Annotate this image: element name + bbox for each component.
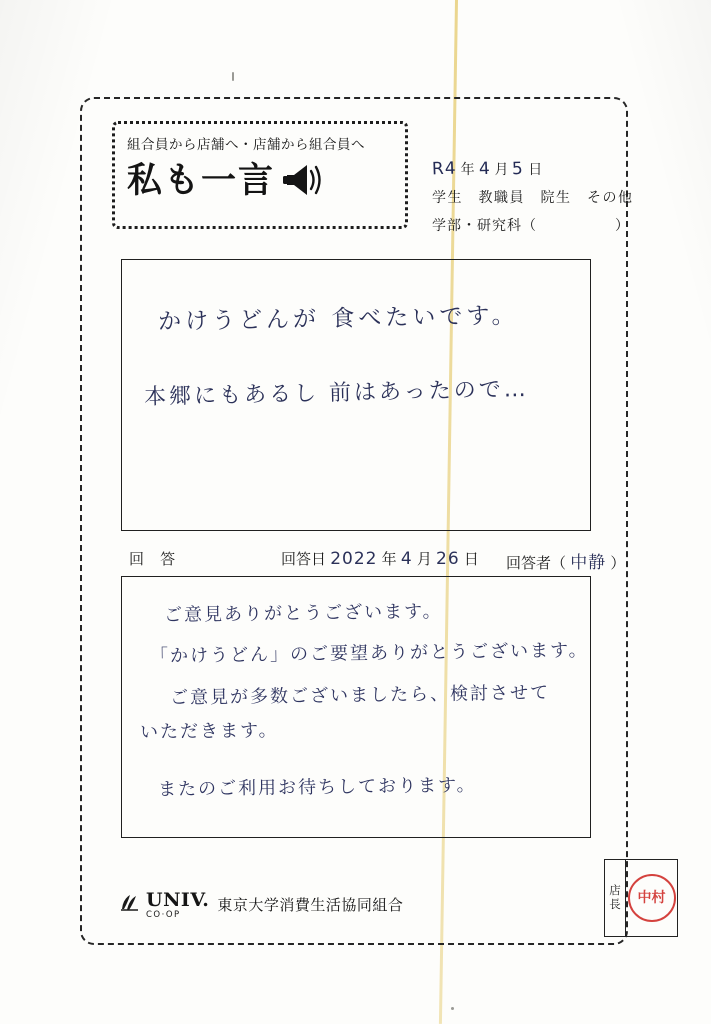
card-footer xyxy=(118,881,598,941)
department-label: 学部・研究科（ xyxy=(432,217,537,233)
hanko-seal-circle xyxy=(628,874,676,922)
megaphone-icon xyxy=(281,161,325,204)
answer-box xyxy=(121,576,591,838)
answer-meta-row xyxy=(121,546,626,573)
title-row xyxy=(127,159,395,204)
responder-name: 中静 xyxy=(570,553,607,573)
coop-coop-text: CO·OP xyxy=(146,910,181,920)
opinion-line-2: 本郷にもあるし 前はあったので… xyxy=(143,376,530,411)
answer-date-day: 26 xyxy=(436,549,460,569)
tagline: 組合員から店舗へ・店舗から組合員へ xyxy=(127,137,365,152)
date-month-value: 4 xyxy=(478,158,491,180)
header-meta xyxy=(432,159,662,243)
scan-speck xyxy=(451,1007,454,1010)
opinion-line-1: かけうどんが 食べたいです。 xyxy=(157,302,519,336)
feedback-card xyxy=(80,97,666,945)
scan-speck xyxy=(232,72,234,81)
date-year-label: 年 xyxy=(460,161,475,177)
department-field[interactable] xyxy=(432,215,662,235)
hanko-seal-name: 中村 xyxy=(637,890,666,906)
coop-leaf-icon xyxy=(118,889,144,920)
coop-wordmark xyxy=(146,889,209,920)
answer-date-label: 回答日 xyxy=(281,551,327,568)
manager-stamp-label-bottom: 長 xyxy=(609,899,621,911)
answer-responder xyxy=(506,548,625,573)
coop-logo xyxy=(118,889,403,920)
card-header xyxy=(112,121,634,241)
manager-stamp-label xyxy=(605,860,626,936)
answer-line-1: ご意見ありがとうございます。 xyxy=(163,601,443,626)
answer-year-unit: 年 xyxy=(381,551,397,568)
title-logo-block xyxy=(112,121,408,229)
answer-line-2: 「かけうどん」のご要望ありがとうございます。 xyxy=(149,639,589,668)
opinion-box xyxy=(121,259,591,531)
date-month-label: 月 xyxy=(494,161,509,177)
answer-date-year: 2022 xyxy=(330,549,378,569)
responder-close-paren: ） xyxy=(610,555,626,572)
answer-label: 回 答 xyxy=(129,551,182,568)
responder-label: 回答者（ xyxy=(506,555,567,572)
date-day-label: 日 xyxy=(528,161,543,177)
manager-stamp-box xyxy=(604,859,678,937)
coop-univ-text: UNIV. xyxy=(146,889,210,911)
manager-stamp-label-top: 店 xyxy=(609,884,621,897)
answer-line-4: いただきます。 xyxy=(139,720,279,743)
page-title: 私も一言 xyxy=(127,161,276,202)
hanko-seal xyxy=(626,874,677,922)
answer-day-unit: 日 xyxy=(463,551,479,568)
department-close-paren: ） xyxy=(615,217,630,233)
date-era-year-value: R4 xyxy=(431,158,457,180)
date-day-value: 5 xyxy=(512,158,525,180)
answer-line-5: またのご利用お待ちしております。 xyxy=(157,774,477,801)
organization-name: 東京大学消費生活協同組合 xyxy=(217,897,404,914)
answer-month-unit: 月 xyxy=(416,551,432,568)
answer-date-month: 4 xyxy=(400,549,413,569)
answer-date xyxy=(281,548,479,569)
submission-date-row xyxy=(432,159,662,179)
answer-line-3: ご意見が多数ございましたら、検討させて xyxy=(169,682,551,709)
member-category-options[interactable]: 学生 教職員 院生 その他 xyxy=(432,189,634,205)
